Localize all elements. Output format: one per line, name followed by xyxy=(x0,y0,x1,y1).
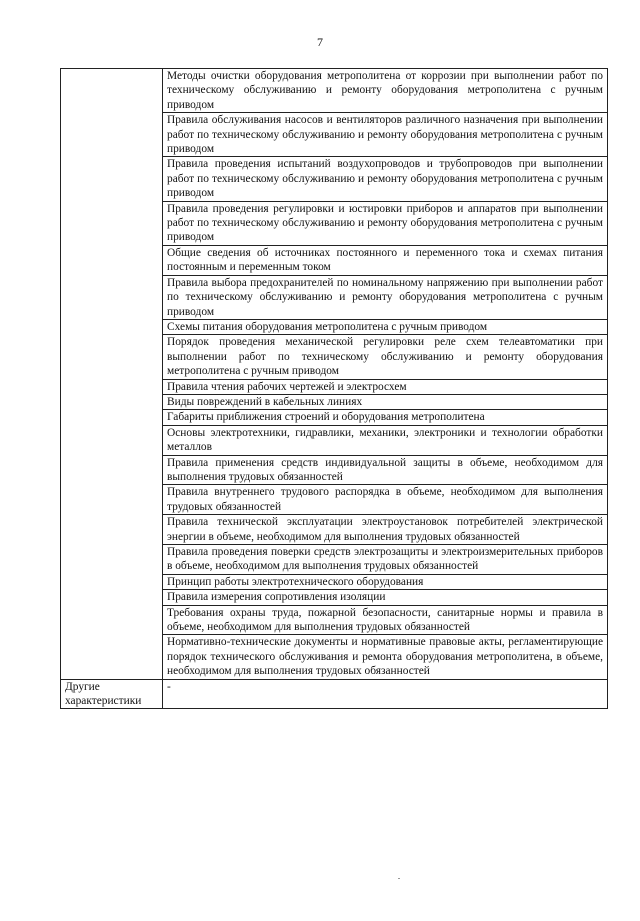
other-characteristics-label: Другие характеристики xyxy=(61,679,163,709)
knowledge-table-body xyxy=(61,69,608,709)
knowledge-item: Правила проведения поверки средств электрозащиты и электроизмерительных приборов в объеме, необходимом для выполнения трудовых обязанностей xyxy=(163,545,608,575)
knowledge-item: Правила проведения регулировки и юстировки приборов и аппаратов при выполнении работ по техническому обслуживанию и ремонту оборудования метрополитена с ручным приводом xyxy=(163,201,608,245)
knowledge-item: Методы очистки оборудования метрополитена от коррозии при выполнении работ по техническому обслуживанию и ремонту оборудования метрополитена с ручным приводом xyxy=(163,69,608,113)
knowledge-item: Правила выбора предохранителей по номинальному напряжению при выполнении работ по техническому обслуживанию и ремонту оборудования метрополитена с ручным приводом xyxy=(163,275,608,319)
knowledge-table xyxy=(60,68,608,709)
knowledge-item: Правила чтения рабочих чертежей и электросхем xyxy=(163,379,608,394)
knowledge-item: Порядок проведения механической регулировки реле схем телеавтоматики при выполнении работ по техническому обслуживанию и ремонту оборудования метрополитена с ручным приводом xyxy=(163,335,608,379)
empty-label-cell xyxy=(61,69,163,680)
knowledge-item: Правила технической эксплуатации электроустановок потребителей электрической энергии в объеме, необходимом для выполнения трудовых обязанностей xyxy=(163,515,608,545)
knowledge-item: Габариты приближения строений и оборудования метрополитена xyxy=(163,410,608,425)
knowledge-item: Правила обслуживания насосов и вентиляторов различного назначения при выполнении работ по техническому обслуживанию и ремонту оборудования метрополитена с ручным приводом xyxy=(163,113,608,157)
knowledge-item: Схемы питания оборудования метрополитена с ручным приводом xyxy=(163,319,608,334)
other-characteristics-row xyxy=(61,679,608,709)
knowledge-item: Правила проведения испытаний воздухопроводов и трубопроводов при выполнении работ по техническому обслуживанию и ремонту оборудования метрополитена с ручным приводом xyxy=(163,157,608,201)
scan-mark xyxy=(398,878,400,879)
knowledge-item: Принцип работы электротехнического оборудования xyxy=(163,574,608,589)
other-characteristics-value: - xyxy=(163,679,608,709)
knowledge-item: Общие сведения об источниках постоянного и переменного тока и схемах питания постоянным и переменным током xyxy=(163,245,608,275)
knowledge-item: Требования охраны труда, пожарной безопасности, санитарные нормы и правила в объеме, необходимом для выполнения трудовых обязанностей xyxy=(163,605,608,635)
knowledge-item: Правила применения средств индивидуальной защиты в объеме, необходимом для выполнения трудовых обязанностей xyxy=(163,455,608,485)
page-number: 7 xyxy=(317,35,323,49)
knowledge-item: Нормативно-технические документы и нормативные правовые акты, регламентирующие порядок технического обслуживания и ремонта оборудования метрополитена, в объеме, необходимом для выполнения трудовых обязанностей xyxy=(163,635,608,679)
knowledge-item: Правила внутреннего трудового распорядка в объеме, необходимом для выполнения трудовых обязанностей xyxy=(163,485,608,515)
knowledge-item: Правила измерения сопротивления изоляции xyxy=(163,590,608,605)
knowledge-item: Виды повреждений в кабельных линиях xyxy=(163,394,608,409)
table-row xyxy=(61,69,608,113)
knowledge-item: Основы электротехники, гидравлики, механики, электроники и технологии обработки металлов xyxy=(163,425,608,455)
